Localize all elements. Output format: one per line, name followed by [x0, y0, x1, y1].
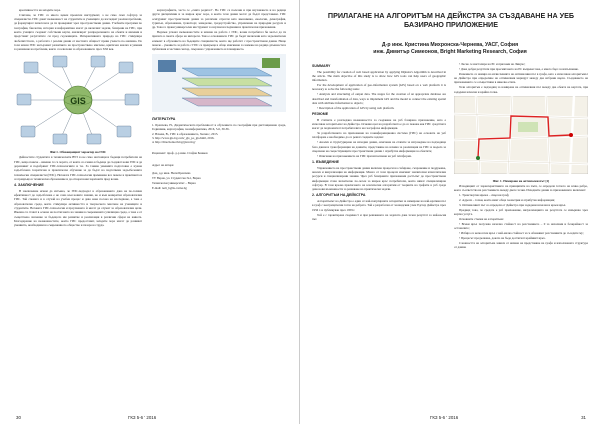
- reviewer-line: Рецензент: проф. д-р инж. Стефан Божков: [152, 150, 208, 155]
- resume-heading: РЕЗЮМЕ: [312, 112, 329, 117]
- paragraph: Този алгоритъм е подходящ за намиране на оптималния път между два обекта на картата, при зададени начална и крайна точка.: [454, 85, 588, 94]
- address-line: Технически университет – Варна: [152, 180, 196, 185]
- paragraph: Решението се намира на изчисленията на оптималния път в графа, като е използван алгоритъмът на Дейкстра при определяне на оптималния маршрут между два избрани върха. Създаването на приложението се осъществява в няколко етапа.: [454, 71, 588, 85]
- paragraph: Алгоритъмът на Дейкстра е един от най-популярните алгоритми за намиране на най-краткия път в граф с неотрицателни тегла на ребрата. Той е разработен от холандския учен Едсгер Дейкстра през 1956 г. и публикуван през 1959 г.: [312, 199, 446, 212]
- paragraph: • Описание на приложението на ГИС при използване на уеб платформа.: [317, 153, 412, 158]
- list-item: 2. Адреси – точки, които имат обща геометрия и атрибутна информация;: [459, 197, 555, 202]
- left-col-2: [152, 8, 286, 403]
- right-col-1: [312, 62, 446, 407]
- paragraph: Веднъж усвоил възможностите и начина на работа с ГИС, всеки потребител би могъл да ги прилага в своята сфера на интереси. Това е основанието ГИС да бъдат включени като задължителен елемент в обучението на бъдещите специалисти, които ще работят с пространствени данни. Нещо повече – умението за работа с ГИС се превръща в общо изискване за заемане на редица длъжности в публичния и частния сектор, свързани с управлението и планирането.: [152, 30, 286, 52]
- page-number: 30: [16, 415, 21, 420]
- gis-layers-figure: [152, 54, 286, 112]
- list-item: 1. Транспортна мрежа – свързан граф;: [459, 192, 510, 197]
- figure-caption: Фиг. 1. Намиране на оптимален път [1]: [492, 178, 550, 183]
- paragraph: • Analysis and structuring of output data. The stages for the creation of an appropriate database are described and transformation of data, ways to implement GIS and the model to connect the existing spatial data with attribute information to objects;: [312, 92, 446, 105]
- paragraph: креативността на младите хора.: [19, 8, 61, 12]
- paragraph: Дейностите студентите в техническите ВУЗ за не само настоящи и бъдещи потребители на ГИС, нещо повече – именно те са хората, от които се очаква в бъдеще да създават нови ГИС и да доразвиват и подобряват ГИС-технологиите и т.н. За такива уменията подготовка е нужна задълбочена теоретична и практическа обучение за да бъдат на подготвени задълбочените технически специалисти (ГИС). Неговата ГИС-технология преминава все повече в практиката и се превръща в технически образование и да отвори нови хоризонти пред всеки.: [14, 155, 142, 181]
- right-page: [300, 0, 600, 424]
- journal-footer: ГКЗ 5-6 ' 2016: [430, 415, 459, 420]
- list-item: • Избира се непосетен връх с най-малка стойност и се обновяват разстоянията до съседите му;: [459, 230, 584, 235]
- paragraph: • Description of the application of GIS by using web platform.: [317, 105, 395, 110]
- author-line: инж. Димитър Симеонов, Bright Marketing Research, София: [373, 48, 527, 55]
- reference-item: 2. Вачева, В., ГИС в образованието, Хелиос, 2015.: [152, 131, 219, 136]
- paragraph: Считаме, че ГИС са много ценен проектен инструмент, а не само скъп софтуер за специалисти. ГИС дават възможност на студентите и учениците да изследват реални проблеми, да формулират хипотези и да ги проверяват чрез пространствени данни. Учебните програми по география, биология, история и информатика могат да включват задачи, базирани на ГИС, при които учащите създават собствени карти, анализират разпределението на обекти и явления и представят резултатите си пред съучениците. Интерактивната природа на ГИС стимулира любопитството, а работата с реални данни от местната общност прави ученето по-значимо. По този начин ГИС насърчават развитието на пространствено мислене, критичен анализ и умения за решаване на проблеми, които са ключови за образованието през XXI век.: [14, 12, 142, 52]
- reference-list: [152, 123, 286, 144]
- page-number: 31: [581, 415, 586, 420]
- address-line: ТУ Варна, ул. Студентска №1, Варна: [152, 176, 201, 181]
- list-item: • Всеки връх получава начална стойност на разстоянието – 0 за началния и безкрайност за останалите;: [454, 221, 588, 230]
- article-title: ПРИЛАГАНЕ НА АЛГОРИТЪМ НА ДЕЙКСТРА ЗА СЪЗДАВАНЕ НА УЕБ БАЗИРАНО ПРИЛОЖЕНИЕ: [327, 11, 575, 29]
- paragraph: • Анализ и структуриране на изходни данни, описание на етапите за изграждане на подходяща база данни и трансформация на данните, представяне на начина за реализация на ГИС и модела за свързване на съществуващите пространствени данни с атрибутна информация за обектите;: [312, 140, 446, 153]
- paragraph: For the development of application of geo-information system (GIS) based on a web platform it is necessary to solve the following tasks:: [312, 83, 446, 92]
- email-link[interactable]: E-mail: neli_b@tu-varna.bg: [152, 185, 187, 190]
- street-map-figure: [454, 96, 588, 174]
- address-heading: Адрес на автора:: [152, 162, 175, 167]
- section-heading: 4. ЗАКЛЮЧЕНИЕ: [14, 183, 44, 188]
- summary-heading: SUMMARY: [312, 64, 331, 68]
- paragraph: The possibility for creation of web based application by applying Dijkstra's Algorithm is described in the article. The main objective of this study is to show how GIS tools can help users of geographic information.: [312, 69, 446, 83]
- address-line: Доц. д-р инж. Нели Бранчева: [152, 171, 191, 176]
- reference-item[interactable]: 4. http://directiontech.bg/gisvet.bg/: [152, 140, 196, 145]
- paragraph: Предвид това, че средата е уеб приложение, визуализацията на резултата се извършва чрез картна услуга.: [454, 207, 588, 216]
- authors-block: [340, 42, 560, 55]
- paragraph: В статията е разгледана възможността за създаване на уеб базирано приложение, като е използван алгоритъмът на Дейкстра. Основна цел на разработката е да се покаже как ГИС средствата могат да подпомогнат потребителите на географска информация.: [312, 117, 446, 131]
- list-item: 3. Оптималният път се определя от Дейкстра при зададени начален и краен връх.: [459, 202, 567, 207]
- paragraph: Основните стъпки на алгоритъма:: [459, 216, 504, 221]
- reference-item: 1. Бранчева, Н., Дидактическата проблемност в обучението по географии при дистанционна среда, Годишник, картография, геоинформатика, 2016, 5-6, 30-36.: [152, 123, 286, 132]
- author-line: Д-р инж. Кристина Михронска-Чернева, УАСГ, София: [381, 42, 519, 48]
- section-heading: 2. АЛГОРИТЪМ НА ДЕЙКСТРА: [312, 193, 366, 198]
- figure-caption: Фиг.1. Обхващащият характер на ГИС: [49, 150, 107, 155]
- section-heading: 1. ВЪВЕДЕНИЕ: [312, 160, 340, 165]
- paragraph: В заключение искам да изтъкна, че ГИС-подходът в образованието дава не по-голяма ефективност до задълбочава е не само към новите знания, но и към конкретни образователни ГИС. Той спомага и в случай на учебен процес и дава нова посока на изследване, а това е образователна среда, която стимулира активността и творческото мислене на учениците и студентите. Неговата ГИС-технология и проучването ѝ могат да служат за образователни цели. Именно те стават в основа на постигането на знания в съвременната училищна среда, а това е от съществено значение за бъдещото им развитие и реализация в различни сфери на живота. Благодарение на възможностите, които ГИС предоставят, младите хора могат да развиват уменията, необходими на съвременното общество и пазара на труда.: [14, 188, 142, 228]
- list-item: • Процесът продължава, докато не бъде достигнат крайният връх.: [459, 235, 546, 240]
- gis-center-label: GIS: [70, 96, 86, 107]
- right-col-2: [454, 62, 588, 407]
- list-item: • Лесно се инсталира на PC и приложи на Линукс;: [459, 62, 526, 66]
- start-point-icon: [476, 156, 480, 160]
- gis-diagram-figure: [14, 54, 142, 146]
- paragraph: Сложността на алгоритъма зависи от начина на представяне на графа и използваната структура от данни.: [454, 240, 588, 249]
- paragraph: Управлението на пространствени данни включва процеси на събиране, съхранение и поддръжка, анализ и визуализация на информация. Много от тези процеси изискват значителни изчислителни ресурси и специализирани знания. Чрез уеб базираните приложения достъпът до пространствена информация става значително по-лесен за широк кръг потребители, които нямат специализиран софтуер. В тази връзка прилагането на класически алгоритми от теорията на графите в уеб среда дава нови възможности за решаване на практически задачи.: [312, 165, 446, 192]
- paragraph: Той е с гарантирана сходимост и при решаването на задачата дава точен резултат за най-късия път.: [312, 212, 446, 221]
- journal-footer: ГКЗ 5-6 ' 2016: [128, 415, 157, 420]
- paragraph: За разработването на приложение на геоинформационна система (ГИС) на основата на уеб платформа е необходимо да се решат следните задачи:: [312, 131, 446, 140]
- paragraph: Изходящият от характеристиките на принципите на пътя, се определя теглото на всяко ребро, което съответства на разстоянието между двете точки. Изходните данни за приложението включват:: [454, 183, 588, 192]
- end-point-icon: [569, 133, 573, 137]
- reference-item[interactable]: 3. http://www.gis-bg.com/_gis_po_gis.html, 2016.: [152, 135, 215, 140]
- literature-heading: ЛИТЕРАТУРА: [152, 117, 176, 122]
- list-item: • Дава добри резултати при пресмятането на PC въпреки това, е много бърз за изпълнение.: [459, 66, 579, 71]
- left-col-1: [14, 8, 142, 403]
- paragraph: картографията, често се „смята родител". Но ГИС са полезни и при изучаването и на редица други дисциплини и за широк кръг хора, в които тези данни могат да бъдат представени. ГИС осигуряват пространствени данни за различни отрасли като икономика, екология, демография, туризъм, образование, транспорт, земеделие, градоустройство, управление на природни ресурси и др. Това го прави универсален инструмент за научни изследвания и практически приложения.: [152, 8, 286, 30]
